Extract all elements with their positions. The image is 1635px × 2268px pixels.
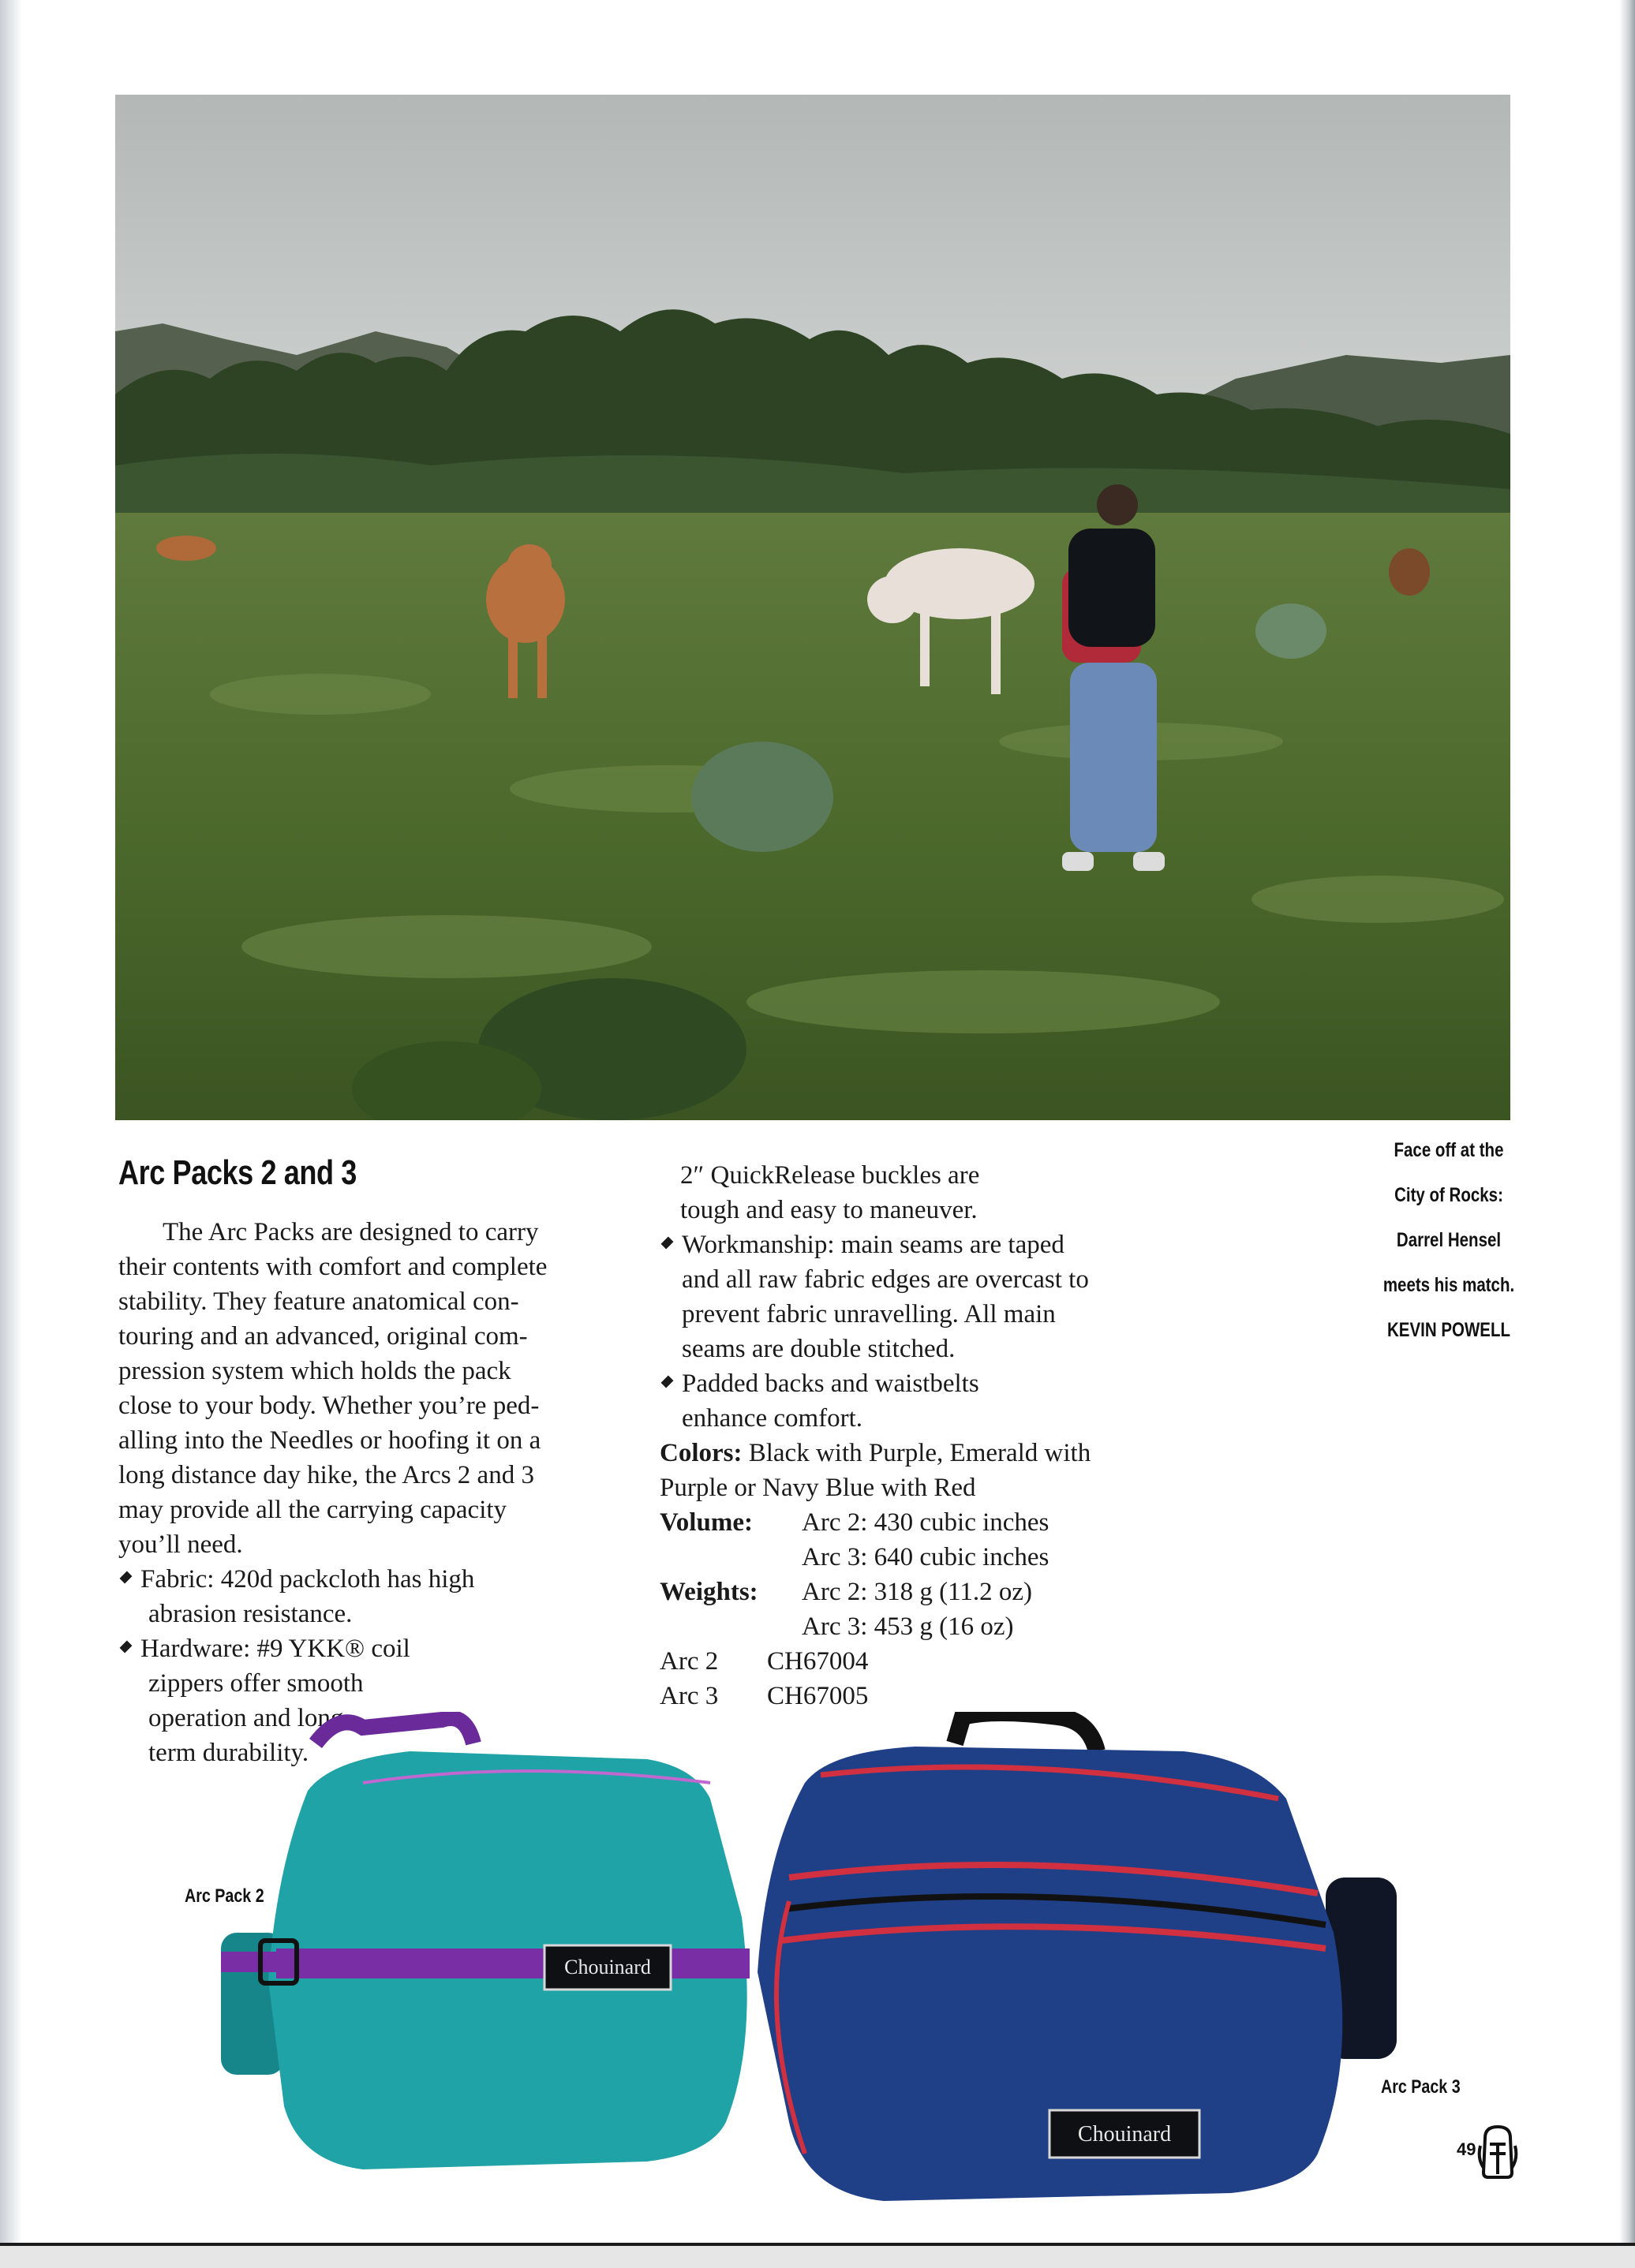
intro-line: The Arc Packs are designed to carry [163,1218,539,1246]
colors-label: Colors: [660,1439,743,1467]
bullet-line: Padded backs and waistbelts [682,1369,979,1398]
colors-spec [660,1436,1165,1505]
intro-line: long distance day hike, the Arcs 2 and 3 [118,1461,534,1489]
product-code: CH67004 [767,1647,869,1676]
colors-value: Black with Purple, Emerald with [748,1439,1091,1467]
product-name: Arc 2 [660,1647,719,1676]
article-left-column [118,1215,608,1770]
diamond-bullet-icon [120,1641,133,1653]
product-code: CH67005 [767,1682,869,1710]
bullet-padded [660,1366,1165,1436]
product-name: Arc 3 [660,1682,719,1710]
caption-line: City of Rocks: [1394,1184,1503,1206]
intro-line: pression system which holds the pack [118,1357,511,1385]
volume-label: Volume: [660,1508,753,1537]
volume-spec [660,1505,1165,1575]
arc-pack-2-bag [221,1718,750,2169]
hardware-continued [660,1158,1165,1227]
brand-label: Chouinard [1077,2122,1172,2147]
bullet-line: seams are double stitched. [682,1335,956,1363]
page-spine-shadow [0,0,22,2268]
bullet-line: prevent fabric unravelling. All main [682,1300,1056,1328]
caption-credit: KEVIN POWELL [1386,1319,1511,1341]
intro-line: their contents with comfort and complete [118,1253,548,1281]
backpack-logo-icon [1477,2122,1518,2179]
intro-line: close to your body. Whether you’re ped- [118,1392,540,1420]
caption-line: Darrel Hensel [1396,1229,1502,1251]
product-photo [205,1712,1420,2225]
page-number: 49 [1457,2139,1476,2159]
volume-value: Arc 2: 430 cubic inches [802,1508,1049,1537]
weights-spec [660,1575,1165,1644]
brand-label: Chouinard [564,1956,651,1978]
bullet-line: and all raw fabric edges are overcast to [682,1265,1089,1294]
colors-line: Purple or Navy Blue with Red [660,1474,976,1502]
arc-pack-2-label: Arc Pack 2 [185,1885,264,1907]
bullet-line: Workmanship: main seams are taped [682,1231,1064,1259]
weights-label: Weights: [660,1578,758,1606]
volume-value: Arc 3: 640 cubic inches [802,1543,1049,1571]
bullet-line: operation and long- [148,1704,353,1732]
bullet-line: enhance comfort. [682,1404,863,1433]
bullet-line: zippers offer smooth [148,1669,364,1698]
caption-line: meets his match. [1382,1274,1515,1296]
text-line: tough and easy to maneuver. [680,1196,978,1224]
text-line: 2″ QuickRelease buckles are [680,1161,980,1190]
product-code-row [660,1644,1165,1679]
hiker-and-cattle-photo [115,95,1510,1120]
intro-line: touring and an advanced, original com- [118,1322,528,1351]
page-edge-shadow [1619,0,1635,2268]
intro-line: may provide all the carrying capacity [118,1496,507,1524]
product-code-row [660,1679,1165,1713]
intro-paragraph [118,1215,608,1562]
bullet-line: abrasion resistance. [148,1600,353,1628]
photo-caption [1345,1128,1552,1353]
colors-line [660,1436,1165,1470]
caption-line: Face off at the [1394,1139,1504,1161]
weights-value: Arc 2: 318 g (11.2 oz) [802,1578,1033,1606]
diamond-bullet-icon [661,1237,674,1250]
arc-pack-3-label: Arc Pack 3 [1381,2076,1461,2098]
intro-line: alling into the Needles or hoofing it on a [118,1426,541,1455]
article-right-column [660,1158,1165,1713]
bullet-fabric [118,1562,608,1631]
bullet-line: term durability. [148,1739,309,1767]
diamond-bullet-icon [120,1571,133,1584]
article-title: Arc Packs 2 and 3 [118,1153,357,1192]
bullet-line: Hardware: #9 YKK® coil [140,1635,410,1663]
diamond-bullet-icon [661,1376,674,1388]
weights-value: Arc 3: 453 g (16 oz) [802,1612,1014,1641]
page-bottom-margin [0,2246,1635,2268]
intro-line: you’ll need. [118,1530,243,1559]
bullet-line: Fabric: 420d packcloth has high [140,1565,475,1594]
bullet-workmanship [660,1227,1165,1366]
arc-pack-3-bag [758,1713,1397,2201]
intro-line: stability. They feature anatomical con- [118,1287,519,1316]
